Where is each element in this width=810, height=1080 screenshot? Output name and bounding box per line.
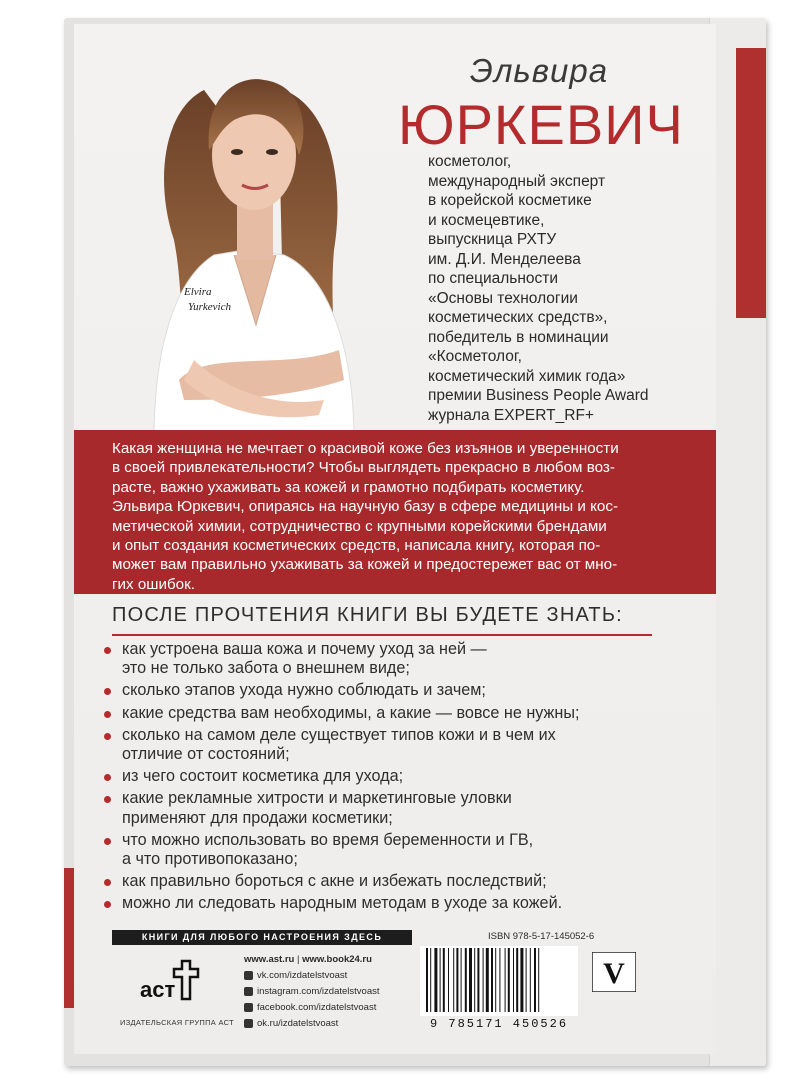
bullet-icon	[104, 647, 111, 654]
barcode-digits: 9 785171 450526	[430, 1017, 569, 1031]
contact-row[interactable]	[244, 1000, 380, 1016]
contact-row[interactable]	[244, 984, 380, 1000]
bio-line: премии Business People Award	[428, 387, 649, 404]
publisher-caption: ИЗДАТЕЛЬСКАЯ ГРУППА АСТ	[120, 1018, 234, 1027]
barcode-bar	[474, 948, 475, 1012]
svg-text:V: V	[603, 957, 625, 990]
vk-icon	[244, 971, 253, 980]
facebook-icon	[244, 1003, 253, 1012]
bio-line: выпускница РХТУ	[428, 231, 557, 248]
contact-link[interactable]: instagram.com/izdatelstvoast	[257, 986, 380, 997]
bio-line: им. Д.И. Менделеева	[428, 250, 581, 268]
websites-row	[244, 952, 380, 968]
barcode-bar	[443, 948, 445, 1012]
list-item	[104, 872, 664, 891]
bullet-icon	[104, 879, 111, 886]
bio-line: и космецевтике,	[428, 211, 545, 229]
list-item-text: отличие от состояний;	[122, 745, 290, 764]
list-item-text: это не только забота о внешнем виде;	[122, 659, 410, 678]
annotation-line: гих ошибок.	[112, 575, 195, 593]
contact-link[interactable]: facebook.com/izdatelstvoast	[257, 1002, 377, 1013]
slogan-bar: КНИГИ ДЛЯ ЛЮБОГО НАСТРОЕНИЯ ЗДЕСЬ	[112, 930, 412, 945]
list-item-text: какие средства вам необходимы, а какие — вовсе не нужны;	[122, 703, 580, 722]
odnoklassniki-icon	[244, 1019, 253, 1028]
barcode-bar	[526, 948, 527, 1012]
bio-line: «Основы технологии	[428, 289, 578, 307]
list-item-text: а что противопоказано;	[122, 850, 298, 869]
annotation-line: Какая женщина не мечтает о красивой коже без изъянов и уверенности	[112, 440, 619, 457]
list-item-text: как правильно бороться с акне и избежать последствий;	[122, 872, 547, 891]
barcode-bar	[513, 948, 514, 1012]
bio-line: журнала EXPERT_RF+	[428, 406, 594, 424]
isbn-text: ISBN 978-5-17-145052-6	[488, 931, 595, 942]
barcode-bar	[520, 948, 523, 1012]
barcode-bar	[530, 948, 531, 1012]
barcode-bar	[469, 948, 472, 1012]
know-list	[104, 640, 664, 917]
list-item-text: что можно использовать во время беременности и ГВ,	[122, 830, 534, 849]
list-item-text: сколько этапов ухода нужно соблюдать и зачем;	[122, 681, 486, 700]
bullet-icon	[104, 796, 111, 803]
annotation-block	[74, 430, 716, 594]
barcode-bar	[426, 948, 428, 1012]
list-item	[104, 831, 664, 869]
annotation-line: в своей привлекательности? Чтобы выглядеть прекрасно в любом воз-	[112, 459, 615, 477]
bullet-icon	[104, 711, 111, 718]
contact-row[interactable]	[244, 968, 380, 984]
author-photo	[84, 50, 414, 440]
annotation-text	[74, 430, 716, 594]
annotation-line: и опыт создания косметических средств, написала книгу, которая по-	[112, 537, 601, 555]
bullet-icon	[104, 901, 111, 908]
list-item-text: можно ли следовать народным методам в уходе за кожей.	[122, 894, 563, 913]
list-item	[104, 726, 664, 764]
red-edge-decoration-left	[64, 868, 74, 1008]
bio-line: косметолог,	[428, 153, 512, 170]
separator: |	[296, 954, 300, 965]
list-item	[104, 704, 664, 723]
barcode-bar	[453, 948, 454, 1012]
instagram-icon	[244, 987, 253, 996]
bio-line: косметических средств»,	[428, 309, 608, 326]
bio-line: в корейской косметике	[428, 192, 592, 209]
list-item-text: из чего состоит косметика для ухода;	[122, 767, 404, 786]
bio-line: международный эксперт	[428, 172, 606, 190]
svg-text:аст: аст	[140, 977, 176, 1002]
list-item	[104, 789, 664, 827]
barcode-bar	[477, 948, 479, 1012]
list-item-text: сколько на самом деле существует типов кожи и в чем их	[122, 725, 556, 744]
bio-line: по специальности	[428, 270, 559, 287]
barcode-bar	[499, 948, 500, 1012]
title-divider	[112, 634, 652, 636]
author-last-name: ЮРКЕВИЧ	[398, 93, 684, 156]
bullet-icon	[104, 688, 111, 695]
bio-line: косметический химик года»	[428, 367, 626, 385]
annotation-line: расте, важно ухаживать за кожей и грамотно подбирать косметику.	[112, 478, 585, 496]
barcode-bar	[448, 948, 449, 1012]
barcode-bar	[440, 948, 441, 1012]
barcode-bar	[465, 948, 467, 1012]
barcode-bar	[434, 948, 437, 1012]
barcode-bar	[483, 948, 484, 1012]
annotation-line: Эльвира Юркевич, опираясь на научную базу в сфере медицины и кос-	[112, 498, 619, 516]
red-edge-decoration	[736, 48, 766, 318]
barcode	[420, 946, 578, 1016]
bio-line: «Косметолог,	[428, 348, 522, 365]
list-item	[104, 767, 664, 786]
know-section-title: ПОСЛЕ ПРОЧТЕНИЯ КНИГИ ВЫ БУДЕТЕ ЗНАТЬ:	[112, 604, 623, 626]
barcode-bar	[430, 948, 431, 1012]
badge-name-line2: Yurkevich	[188, 301, 231, 313]
list-item	[104, 894, 664, 913]
publisher-logo	[138, 955, 208, 1005]
barcode-bar	[505, 948, 506, 1012]
contact-link[interactable]: ok.ru/izdatelstvoast	[257, 1018, 339, 1029]
barcode-bar	[516, 948, 518, 1012]
list-item	[104, 681, 664, 700]
author-first-name: Эльвира	[469, 52, 609, 89]
barcode-bar	[534, 948, 536, 1012]
barcode-bar	[495, 948, 496, 1012]
bullet-icon	[104, 774, 111, 781]
list-item-text: применяют для продажи косметики;	[122, 808, 393, 827]
list-item-text: какие рекламные хитрости и маркетинговые уловки	[122, 789, 512, 808]
website-link[interactable]: www.book24.ru	[302, 954, 372, 965]
bio-line: победитель в номинации	[428, 328, 609, 346]
barcode-bar	[461, 948, 462, 1012]
barcode-bar	[491, 948, 493, 1012]
barcode-bar	[486, 948, 489, 1012]
website-link[interactable]: www.ast.ru	[244, 954, 295, 965]
annotation-line: может вам правильно ухаживать за кожей и предостережет вас от мно-	[112, 556, 618, 574]
barcode-bar	[508, 948, 510, 1012]
bullet-icon	[104, 838, 111, 845]
badge-name-line1: Elvira	[184, 286, 212, 298]
barcode-bar	[538, 948, 539, 1012]
barcode-bar	[456, 948, 458, 1012]
publisher-contacts	[244, 952, 380, 1032]
contact-link[interactable]: vk.com/izdatelstvoast	[257, 970, 348, 981]
imprint-v-logo	[592, 952, 636, 992]
list-item-text: как устроена ваша кожа и почему уход за ней —	[122, 640, 487, 658]
list-item	[104, 640, 664, 678]
bullet-icon	[104, 733, 111, 740]
contact-row[interactable]	[244, 1016, 380, 1032]
annotation-line: метической химии, сотрудничество с крупными корейскими брендами	[112, 517, 607, 535]
author-bio	[428, 152, 728, 425]
